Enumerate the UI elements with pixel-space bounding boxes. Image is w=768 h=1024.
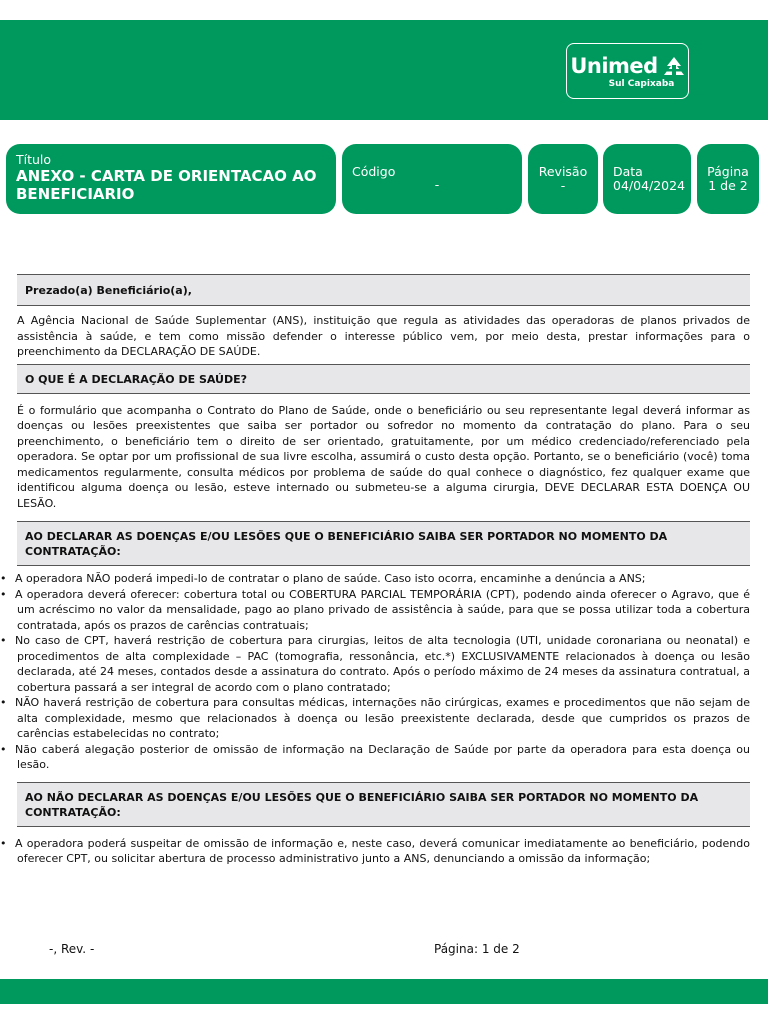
not-declaring-heading: AO NÃO DECLARAR AS DOENÇAS E/OU LESÕES QUE O BENEFICIÁRIO SAIBA SER PORTADOR NO MOMENTO DA CONTRATAÇÃO: (17, 782, 750, 827)
title-label: Título (16, 152, 52, 167)
unimed-logo (566, 43, 689, 99)
what-is-text: É o formulário que acompanha o Contrato do Plano de Saúde, onde o beneficiário ou seu representante legal deverá informar as doenças ou lesões preexistentes que saiba ser portador ou sofredor no momento da contratação do plano. Para o seu preenchimento, o beneficiário tem o direito de ser orientado, gratuitamente, por um médico credenciado/referenciado pela operadora. Se optar por um profissional de sua livre escolha, assumirá o custo desta opção. Portanto, se o beneficiário (você) toma medicamentos regularmente, consulta médicos por problema de saúde do qual conhece o diagnóstico, fez qualquer exame que identificou alguma doença ou lesão, esteve internado ou submeteu-se a alguma cirurgia, DEVE DECLARAR ESTA DOENÇA OU LESÃO. (17, 403, 750, 510)
page-value: 1 de 2 (708, 178, 748, 193)
date-value: 04/04/2024 (613, 178, 686, 193)
code-value: - (434, 177, 440, 192)
code-label: Código (352, 164, 396, 179)
document-body (0, 274, 750, 867)
header-date-box (603, 144, 691, 214)
list-item: • Não caberá alegação posterior de omissão de informação na Declaração de Saúde por parte da operadora para esta doença ou lesão. (0, 742, 750, 771)
page-label: Página (707, 164, 749, 179)
list-item: • A operadora deverá oferecer: cobertura total ou COBERTURA PARCIAL TEMPORÁRIA (CPT), podendo ainda oferecer o Agravo, que é um acréscimo no valor da mensalidade, pago ao plano privado de assistência à saúde, para que se possa utilizar toda a cobertura contratada, após os prazos de carências contratuais; (0, 587, 750, 632)
revision-value: - (560, 178, 566, 193)
greeting-heading: Prezado(a) Beneficiário(a), (17, 274, 750, 306)
header-code-box (342, 144, 522, 214)
header-title-box (6, 144, 336, 214)
header-revision-box (528, 144, 598, 214)
footer-revision: -, Rev. - (49, 942, 95, 956)
header-page-box (697, 144, 759, 214)
date-label: Data (613, 164, 643, 179)
list-item: • NÃO haverá restrição de cobertura para consultas médicas, internações não cirúrgicas, exames e procedimentos que não sejam de alta complexidade, mesmo que relacionados à doença ou lesão preexistente declarada, desde que cumpridos os prazos de carências estabelecidas no contrato; (0, 696, 750, 740)
greeting-text: A Agência Nacional de Saúde Suplementar (ANS), instituição que regula as atividades das operadoras de planos privados de assistência à saúde, e tem como missão defender o interesse público vem, por meio desta, prestar informações para o preenchimento da DECLARAÇÃO DE SAÚDE. (17, 314, 750, 358)
revision-label: Revisão (538, 164, 588, 179)
declaring-list (0, 571, 750, 773)
list-item: • A operadora poderá suspeitar de omissão de informação e, neste caso, deverá comunicar imediatamente ao beneficiário, podendo oferecer CPT, ou solicitar abertura de processo administrativo junto a ANS, denunciando a omissão da informação; (0, 836, 750, 865)
unimed-tree-icon (663, 57, 685, 75)
list-item: • No caso de CPT, haverá restrição de cobertura para cirurgias, leitos de alta tecnologia (UTI, unidade coronariana ou neonatal) e procedimentos de alta complexidade – PAC (tomografia, ressonância, etc.*) EXCLUSIVAMENTE relacionados à doença ou lesão declarada, até 24 meses, contados desde a assinatura do contrato. Após o período máximo de 24 meses da assinatura contratual, a cobertura passará a ser integral de acordo com o plano contratado; (0, 634, 750, 694)
what-is-heading: O QUE É A DECLARAÇÃO DE SAÚDE? (17, 364, 750, 394)
logo-subtitle: Sul Capixaba (608, 79, 675, 89)
bottom-footer-band (0, 979, 768, 1004)
logo-name: Unimed (570, 54, 658, 78)
declaring-heading: AO DECLARAR AS DOENÇAS E/OU LESÕES QUE O BENEFICIÁRIO SAIBA SER PORTADOR NO MOMENTO DA CONTRATAÇÃO: (17, 521, 750, 566)
document-title: ANEXO - CARTA DE ORIENTACAO AO BENEFICIARIO (16, 167, 317, 203)
footer-page-number: Página: 1 de 2 (434, 942, 520, 956)
not-declaring-list (0, 836, 750, 867)
list-item: • A operadora NÃO poderá impedi-lo de contratar o plano de saúde. Caso isto ocorra, encaminhe a denúncia a ANS; (0, 572, 646, 585)
